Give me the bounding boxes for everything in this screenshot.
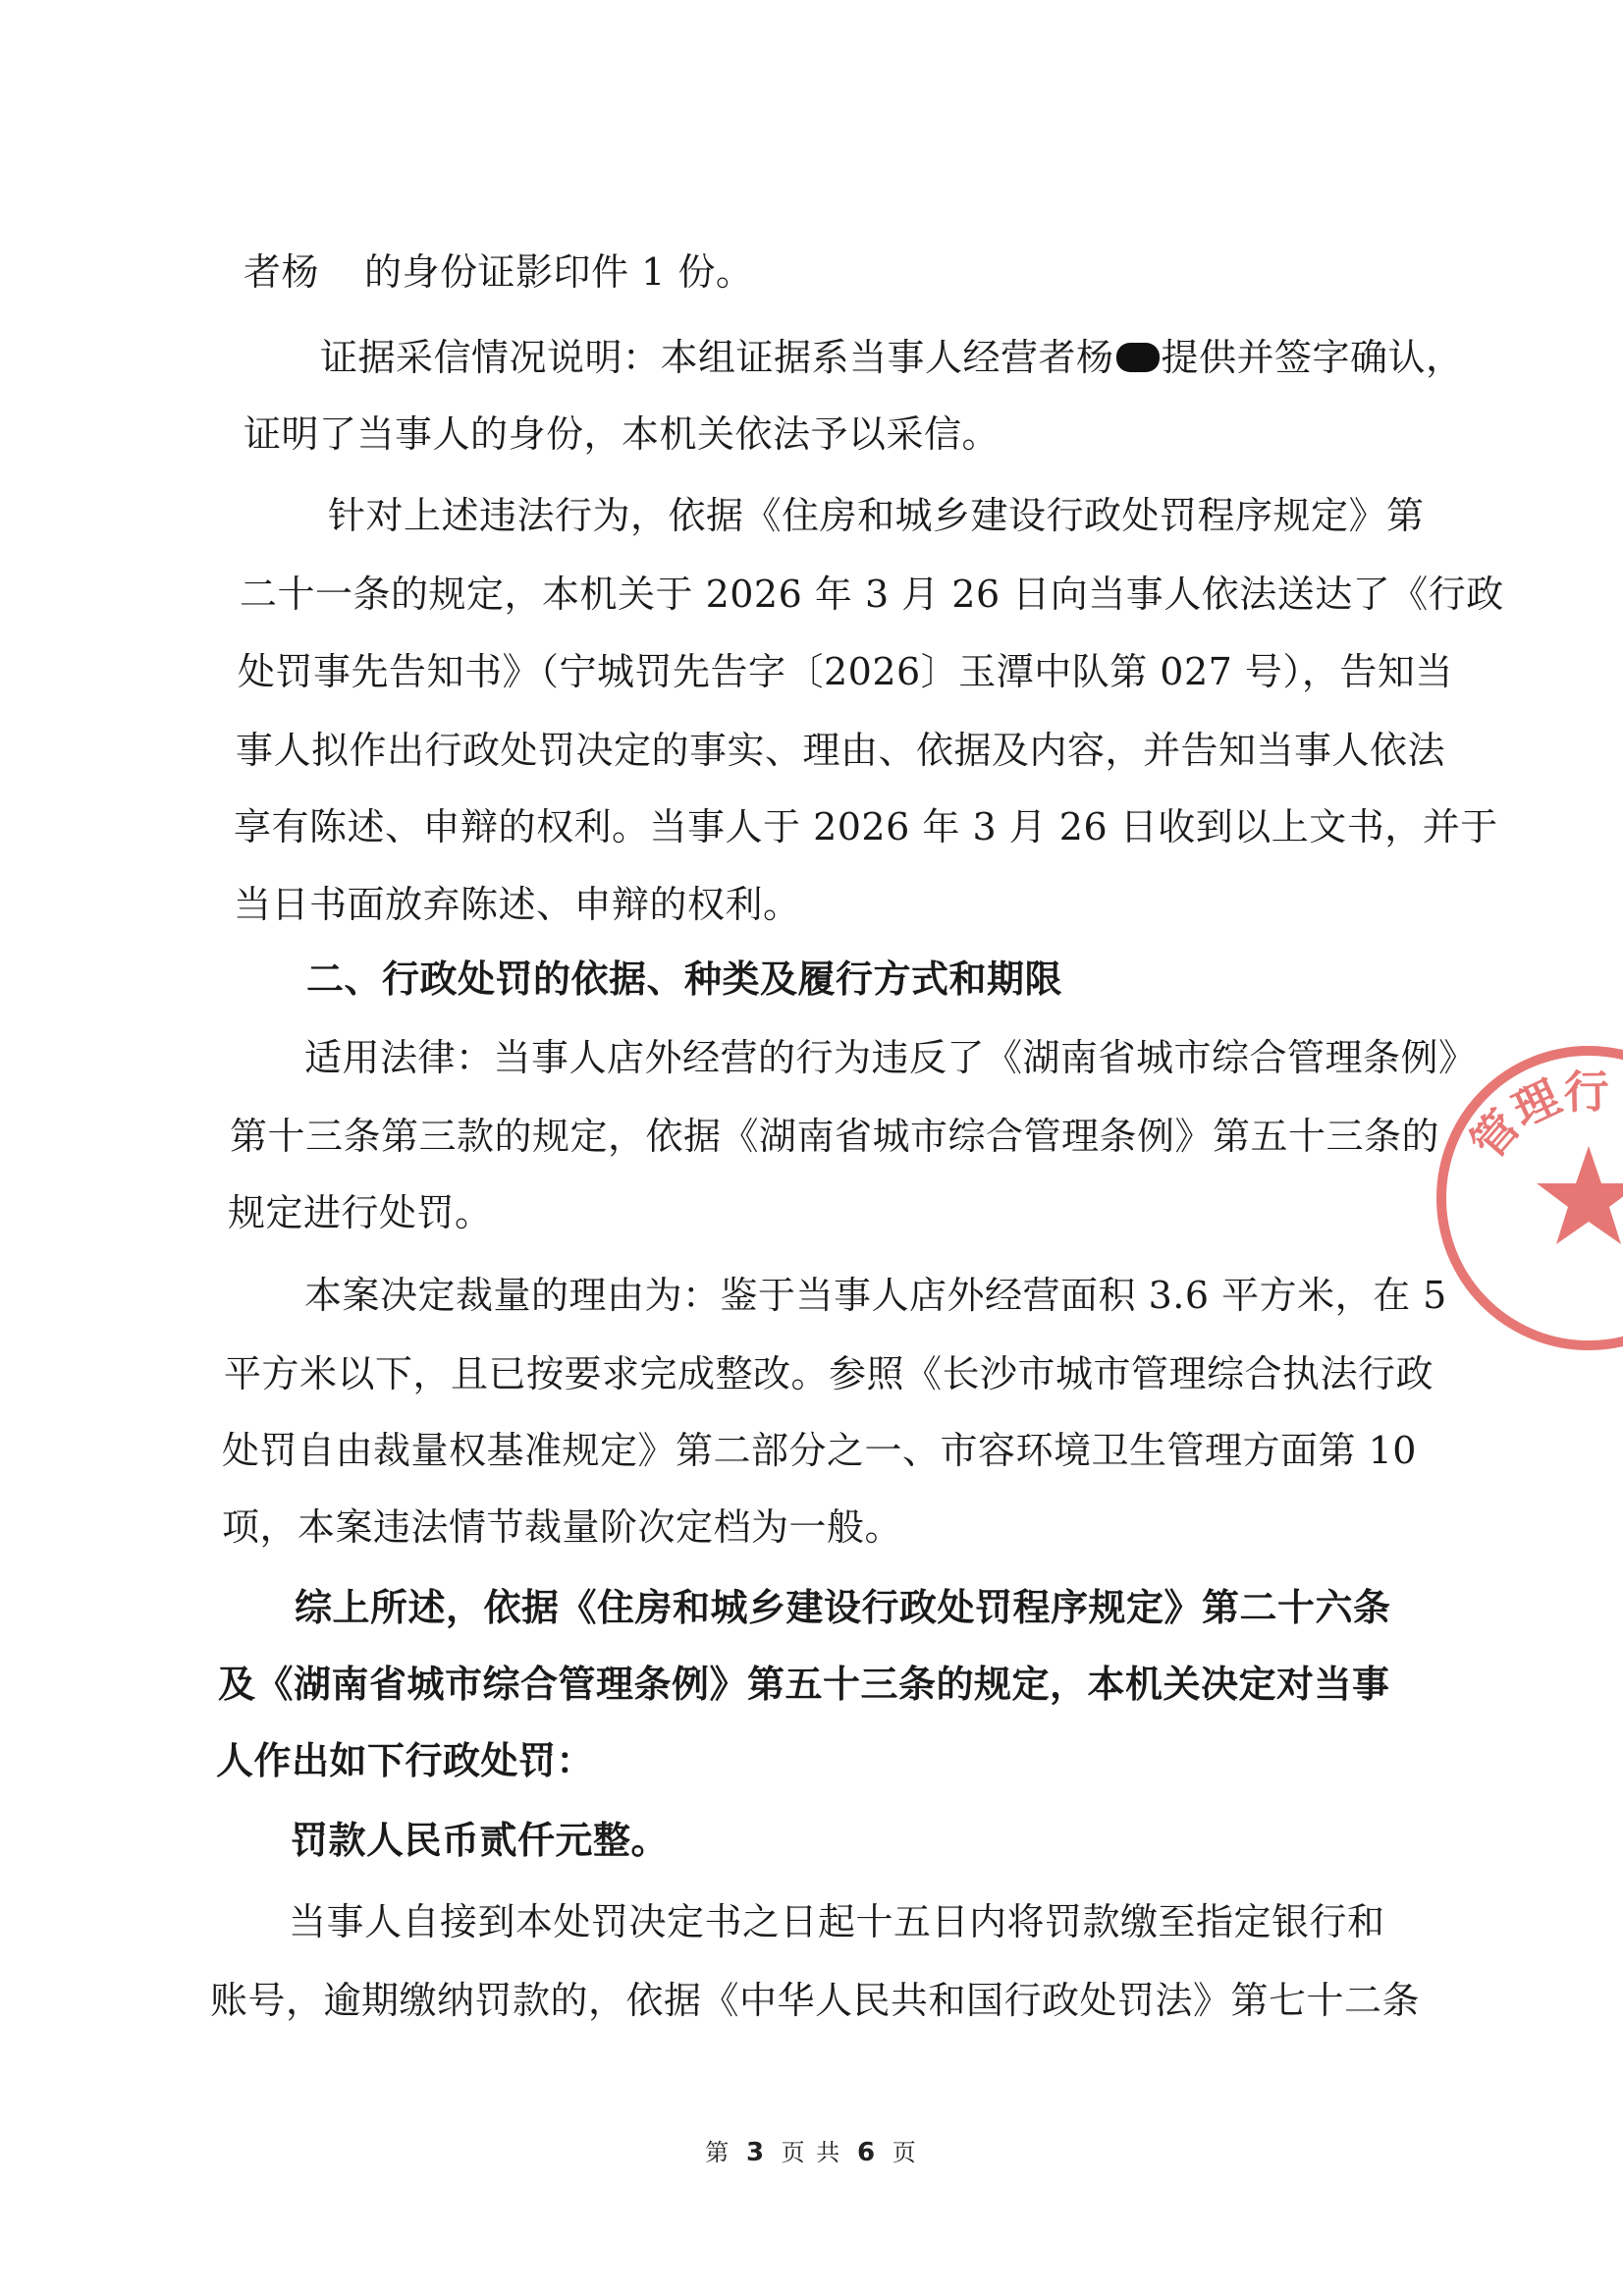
footer-total-pages: 6 — [856, 2138, 878, 2167]
text-line — [216, 1738, 595, 1782]
text-line — [228, 1191, 493, 1234]
text-line — [243, 250, 754, 294]
text-line — [328, 494, 1425, 537]
text-line — [236, 729, 1446, 772]
page-footer — [0, 2133, 1623, 2167]
seal-text: 管理行 — [1460, 1065, 1610, 1170]
text-line — [240, 573, 1504, 616]
text-line — [230, 1115, 1440, 1158]
text-segment: 二、行政处罚的依据、种类及履行方式和期限 — [306, 957, 1063, 1001]
footer-page-number: 3 — [745, 2138, 767, 2167]
text-line — [222, 1429, 1417, 1472]
text-line — [224, 1352, 1434, 1395]
text-line — [291, 1818, 670, 1862]
text-segment: 当日书面放弃陈述、申辩的权利。 — [234, 883, 801, 926]
text-line — [234, 805, 1498, 848]
official-seal — [1427, 1036, 1623, 1360]
text-line — [218, 1662, 1390, 1706]
text-segment: 提供并签字确认， — [1161, 336, 1464, 379]
text-line — [320, 336, 1464, 379]
footer-middle: 页 共 — [781, 2139, 842, 2166]
text-segment: 罚款人民币贰仟元整。 — [291, 1818, 670, 1862]
text-segment: 第十三条第三款的规定，依据《湖南省城市综合管理条例》第五十三条的 — [230, 1115, 1440, 1158]
text-segment: 二十一条的规定，本机关于 2026 年 3 月 26 日向当事人依法送达了《行政 — [240, 573, 1504, 616]
text-segment: 平方米以下，且已按要求完成整改。参照《长沙市城市管理综合执法行政 — [224, 1352, 1434, 1395]
seal-star-icon — [1537, 1146, 1623, 1244]
text-segment: 当事人自接到本处罚决定书之日起十五日内将罚款缴至指定银行和 — [289, 1900, 1385, 1943]
text-segment: 适用法律：当事人店外经营的行为违反了《湖南省城市综合管理条例》 — [304, 1036, 1477, 1079]
text-segment: 本案决定裁量的理由为：鉴于当事人店外经营面积 3.6 平方米，在 5 — [304, 1274, 1447, 1317]
text-segment: 的身份证影印件 1 份。 — [364, 250, 754, 294]
text-segment: 综上所述，依据《住房和城乡建设行政处罚程序规定》第二十六条 — [295, 1585, 1391, 1629]
text-segment: 及《湖南省城市综合管理条例》第五十三条的规定，本机关决定对当事 — [218, 1662, 1390, 1706]
text-line — [234, 883, 801, 926]
text-line — [304, 1036, 1477, 1079]
text-line — [210, 1979, 1421, 2022]
text-segment: 证明了当事人的身份，本机关依法予以采信。 — [243, 412, 1001, 456]
text-line — [238, 650, 1453, 693]
text-segment: 项，本案违法情节裁量阶次定档为一般。 — [222, 1505, 903, 1549]
text-line — [243, 412, 1001, 456]
text-segment: 针对上述违法行为，依据《住房和城乡建设行政处罚程序规定》第 — [328, 494, 1425, 537]
text-segment: 证据采信情况说明：本组证据系当事人经营者杨 — [320, 336, 1114, 379]
text-line — [306, 957, 1063, 1001]
text-segment: 处罚自由裁量权基准规定》第二部分之一、市容环境卫生管理方面第 10 — [222, 1429, 1417, 1472]
redaction-mark — [1116, 343, 1160, 372]
text-segment: 事人拟作出行政处罚决定的事实、理由、依据及内容，并告知当事人依法 — [236, 729, 1446, 772]
text-segment: 人作出如下行政处罚： — [216, 1738, 595, 1782]
text-line — [304, 1274, 1447, 1317]
text-segment: 账号，逾期缴纳罚款的，依据《中华人民共和国行政处罚法》第七十二条 — [210, 1979, 1421, 2022]
footer-suffix: 页 — [892, 2139, 918, 2166]
text-line — [289, 1900, 1385, 1943]
text-segment: 处罚事先告知书》（宁城罚先告字〔2026〕玉潭中队第 027 号），告知当 — [238, 650, 1453, 693]
text-line — [295, 1585, 1391, 1629]
text-segment: 享有陈述、申辩的权利。当事人于 2026 年 3 月 26 日收到以上文书，并于 — [234, 805, 1498, 848]
text-segment: 者杨 — [243, 250, 320, 294]
text-segment: 规定进行处罚。 — [228, 1191, 493, 1234]
text-line — [222, 1505, 903, 1549]
footer-prefix: 第 — [705, 2139, 731, 2166]
